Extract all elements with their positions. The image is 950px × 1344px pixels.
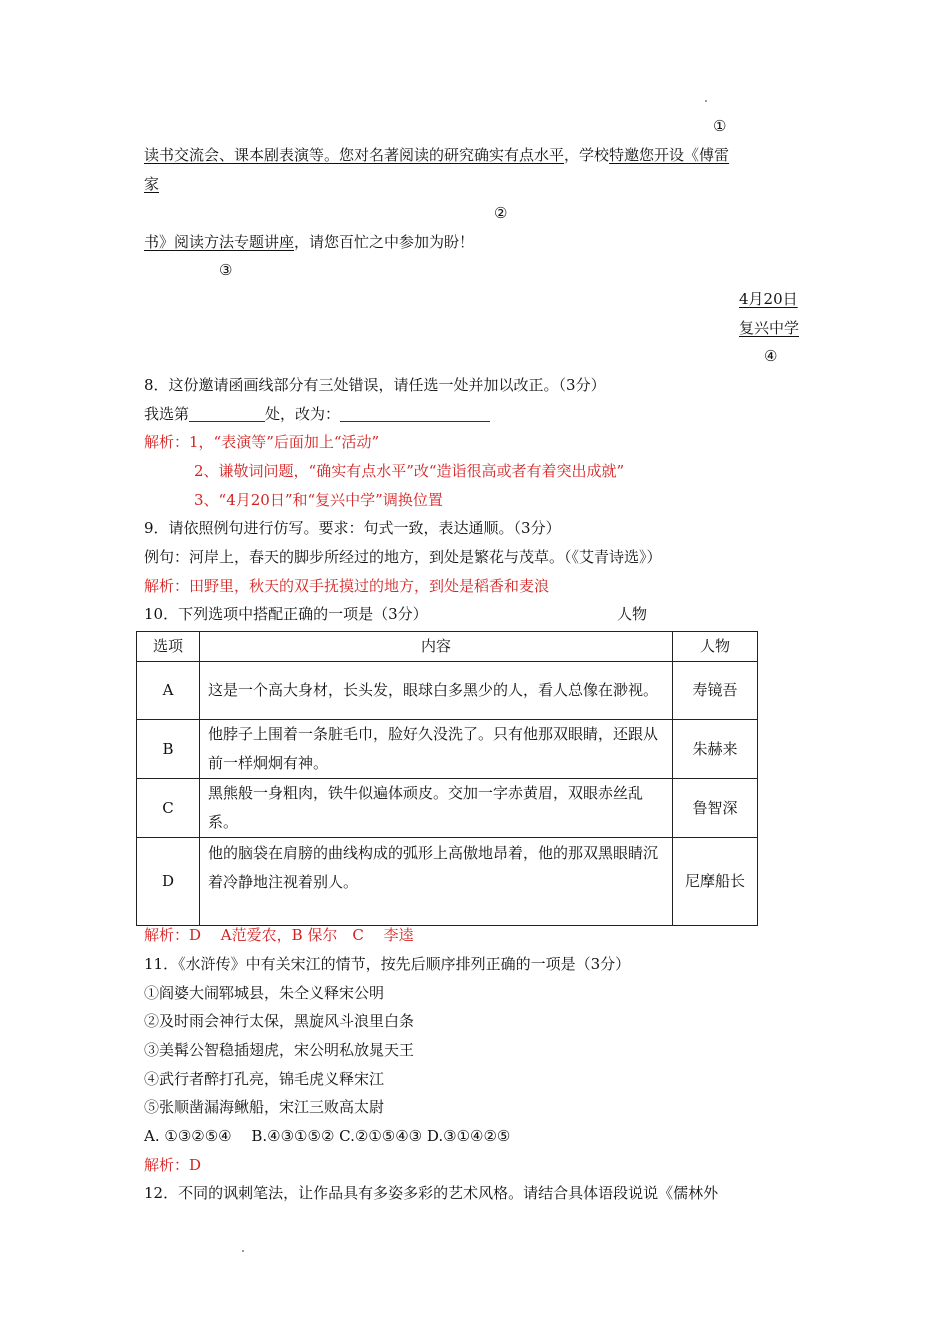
q8-answer-prefix: 我选第	[144, 405, 190, 423]
row-content: 这是一个高大身材，长头发，眼球白多黑少的人，看人总像在渺视。	[200, 662, 673, 720]
q8-blank-position[interactable]	[189, 405, 265, 422]
row-character: 寿镜吾	[673, 662, 758, 720]
header-option: 选项	[137, 632, 200, 662]
q8-analysis-1: 解析：1，“表演等”后面加上“活动”	[144, 433, 380, 451]
row-option: C	[137, 779, 200, 838]
letter-school: 复兴中学	[739, 319, 800, 337]
header-character: 人物	[673, 632, 758, 662]
q8-blank-correction[interactable]	[340, 405, 490, 422]
q11-question: 11．《水浒传》中有关宋江的情节，按先后顺序排列正确的一项是（3分）	[144, 955, 631, 973]
row-content: 黑熊般一身粗肉，铁牛似遍体顽皮。交加一字赤黄眉，双眼赤丝乱系。	[200, 779, 673, 838]
letter-text: ，学校	[564, 146, 610, 164]
mark-4: ④	[764, 347, 778, 365]
q8-answer-line	[144, 404, 490, 424]
letter-underline-2: 您对名著阅读的研究确实有点水平	[339, 146, 565, 164]
row-option: A	[137, 662, 200, 720]
q8-analysis-2: 2、谦敬词问题，“确实有点水平”改“造诣很高或者有着突出成就”	[194, 462, 625, 480]
q11-item: ①阎婆大闹郓城县，朱仝义释宋公明	[144, 984, 385, 1002]
q9-question: 9．请依照例句进行仿写。要求：句式一致，表达通顺。（3分）	[144, 519, 561, 537]
q10-question: 10．下列选项中搭配正确的一项是（3分）	[144, 605, 428, 623]
letter-underline-3: 特邀您开设《傅雷	[609, 146, 730, 164]
q8-answer-mid: 处，改为：	[265, 405, 341, 423]
table-row	[137, 720, 758, 779]
q8-question: 8．这份邀请函画线部分有三处错误，请任选一处并加以改正。（3分）	[144, 376, 606, 394]
table-header-row	[137, 632, 758, 662]
scan-dot	[705, 100, 707, 102]
letter-date: 4月20日	[739, 290, 798, 308]
table-row	[137, 838, 758, 926]
table-row	[137, 662, 758, 720]
q8-analysis-3: 3、“4月20日”和“复兴中学”调换位置	[194, 491, 443, 509]
mark-1: ①	[713, 117, 727, 135]
letter-underline-1: 读书交流会、课本剧表演等。	[144, 146, 340, 164]
q10-options-table	[136, 631, 758, 926]
letter-line-1	[144, 145, 729, 165]
q11-item: ③美髯公智稳插翅虎，宋公明私放晁天王	[144, 1041, 415, 1059]
mark-2: ②	[494, 204, 508, 222]
scan-dot	[242, 1250, 244, 1252]
q12-question: 12．不同的讽刺笔法，让作品具有多姿多彩的艺术风格。请结合具体语段说说《儒林外	[144, 1184, 719, 1202]
q11-item: ⑤张顺凿漏海鳅船，宋江三败高太尉	[144, 1098, 385, 1116]
q11-item: ②及时雨会神行太保，黑旋风斗浪里白条	[144, 1012, 415, 1030]
q11-choices: A. ①③②⑤④ B.④③①⑤② C.②①⑤④③ D.③①④②⑤	[144, 1127, 511, 1145]
row-content: 他脖子上围着一条脏毛巾，脸好久没洗了。只有他那双眼睛，还跟从前一样炯炯有神。	[200, 720, 673, 779]
header-content: 内容	[200, 632, 673, 662]
row-option: B	[137, 720, 200, 779]
row-content: 他的脑袋在肩膀的曲线构成的弧形上高傲地昂着，他的那双黑眼睛沉着冷静地注视着别人。	[200, 838, 673, 926]
q10-analysis: 解析：D A范爱农，B 保尔 C 李逵	[144, 926, 414, 944]
row-character: 鲁智深	[673, 779, 758, 838]
letter-underline-4: 书》阅读方法专题讲座	[144, 233, 295, 251]
letter-text: ，请您百忙之中参加为盼！	[294, 233, 475, 251]
mark-3: ③	[219, 261, 233, 279]
q11-item: ④武行者醉打孔亮，锦毛虎义释宋江	[144, 1070, 385, 1088]
row-option: D	[137, 838, 200, 926]
row-character: 朱赫来	[673, 720, 758, 779]
row-character: 尼摩船长	[673, 838, 758, 926]
q11-analysis: 解析：D	[144, 1156, 202, 1174]
letter-line-2: 家	[144, 175, 160, 193]
q9-analysis: 解析：田野里，秋天的双手抚摸过的地方，到处是稻香和麦浪	[144, 577, 550, 595]
table-row	[137, 779, 758, 838]
q9-example: 例句：河岸上，春天的脚步所经过的地方，到处是繁花与茂草。（《艾青诗选》）	[144, 548, 662, 566]
q10-stray-label: 人物	[617, 605, 648, 623]
letter-line-3	[144, 232, 474, 252]
